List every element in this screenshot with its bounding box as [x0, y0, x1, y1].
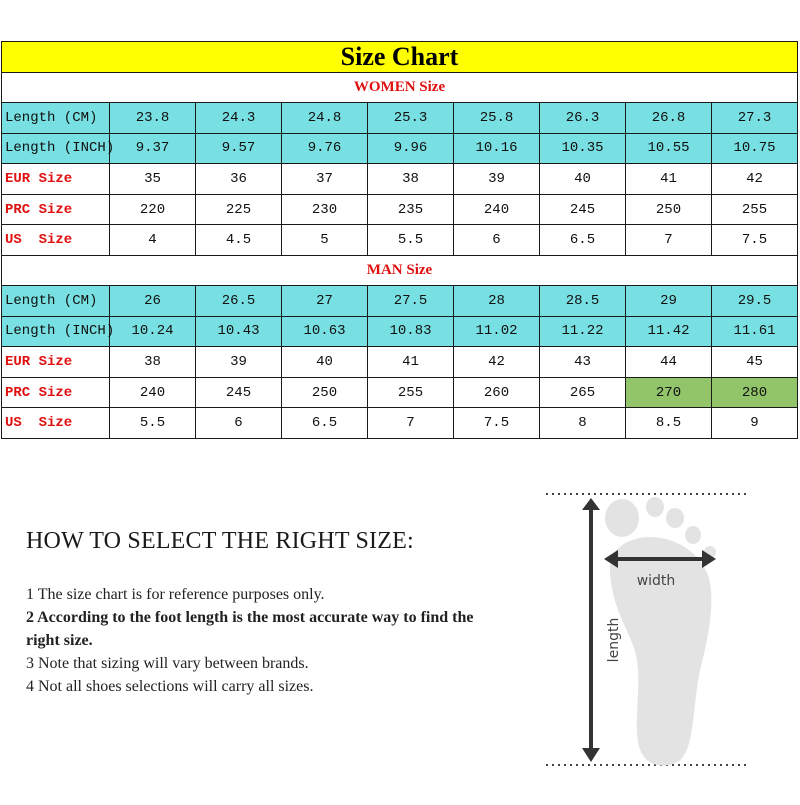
- foot-icon: [530, 480, 800, 800]
- cell: 11.42: [626, 316, 712, 347]
- foot-measure-diagram: [530, 480, 800, 800]
- cell: 240: [454, 194, 540, 225]
- title-row: [2, 42, 798, 73]
- length-label: length: [606, 617, 622, 663]
- cell: 7: [368, 408, 454, 439]
- cell: 37: [282, 164, 368, 195]
- cell: 225: [196, 194, 282, 225]
- man-length-cm-row: [2, 285, 798, 316]
- tip-4: 4 Not all shoes selections will carry all sizes.: [26, 678, 314, 695]
- cell: 10.16: [454, 133, 540, 164]
- cell: 6: [196, 408, 282, 439]
- women-prc-row: [2, 194, 798, 225]
- row-label: PRC Size: [2, 194, 110, 225]
- man-section-header: MAN Size: [2, 255, 798, 285]
- man-prc-row: [2, 377, 798, 408]
- cell: 25.8: [454, 103, 540, 134]
- cell: 39: [454, 164, 540, 195]
- cell: 29.5: [712, 285, 798, 316]
- cell: 10.83: [368, 316, 454, 347]
- cell: 27: [282, 285, 368, 316]
- highlighted-cell: 270: [626, 377, 712, 408]
- cell: 38: [368, 164, 454, 195]
- cell: 235: [368, 194, 454, 225]
- women-section-row: [2, 73, 798, 103]
- row-label: US Size: [2, 408, 110, 439]
- cell: 8: [540, 408, 626, 439]
- cell: 41: [626, 164, 712, 195]
- cell: 7: [626, 225, 712, 256]
- cell: 40: [540, 164, 626, 195]
- cell: 260: [454, 377, 540, 408]
- cell: 23.8: [110, 103, 196, 134]
- cell: 28.5: [540, 285, 626, 316]
- cell: 38: [110, 347, 196, 378]
- cell: 220: [110, 194, 196, 225]
- cell: 255: [712, 194, 798, 225]
- cell: 9.96: [368, 133, 454, 164]
- cell: 6.5: [282, 408, 368, 439]
- cell: 10.43: [196, 316, 282, 347]
- cell: 45: [712, 347, 798, 378]
- size-chart-table: [1, 41, 798, 439]
- row-label: Length (INCH): [2, 316, 110, 347]
- cell: 11.22: [540, 316, 626, 347]
- cell: 24.8: [282, 103, 368, 134]
- cell: 4.5: [196, 225, 282, 256]
- cell: 27.5: [368, 285, 454, 316]
- cell: 250: [626, 194, 712, 225]
- row-label: Length (CM): [2, 285, 110, 316]
- highlighted-cell: 280: [712, 377, 798, 408]
- cell: 6.5: [540, 225, 626, 256]
- cell: 5: [282, 225, 368, 256]
- cell: 11.02: [454, 316, 540, 347]
- cell: 44: [626, 347, 712, 378]
- cell: 240: [110, 377, 196, 408]
- row-label: Length (INCH): [2, 133, 110, 164]
- cell: 26: [110, 285, 196, 316]
- women-us-row: [2, 225, 798, 256]
- cell: 10.24: [110, 316, 196, 347]
- tip-2: 2 According to the foot length is the most accurate way to find the right size.: [26, 609, 474, 649]
- cell: 36: [196, 164, 282, 195]
- cell: 10.63: [282, 316, 368, 347]
- cell: 6: [454, 225, 540, 256]
- cell: 35: [110, 164, 196, 195]
- row-label: US Size: [2, 225, 110, 256]
- cell: 255: [368, 377, 454, 408]
- cell: 26.8: [626, 103, 712, 134]
- cell: 42: [712, 164, 798, 195]
- cell: 9.76: [282, 133, 368, 164]
- cell: 250: [282, 377, 368, 408]
- cell: 41: [368, 347, 454, 378]
- cell: 10.35: [540, 133, 626, 164]
- cell: 8.5: [626, 408, 712, 439]
- man-length-inch-row: [2, 316, 798, 347]
- cell: 26.5: [196, 285, 282, 316]
- cell: 27.3: [712, 103, 798, 134]
- cell: 43: [540, 347, 626, 378]
- chart-title: Size Chart: [2, 42, 798, 73]
- cell: 25.3: [368, 103, 454, 134]
- cell: 245: [540, 194, 626, 225]
- cell: 42: [454, 347, 540, 378]
- row-label: PRC Size: [2, 377, 110, 408]
- women-length-cm-row: [2, 103, 798, 134]
- cell: 9.37: [110, 133, 196, 164]
- row-label: EUR Size: [2, 347, 110, 378]
- cell: 7.5: [454, 408, 540, 439]
- cell: 245: [196, 377, 282, 408]
- guide-tips: [26, 583, 486, 698]
- row-label: Length (CM): [2, 103, 110, 134]
- women-length-inch-row: [2, 133, 798, 164]
- cell: 28: [454, 285, 540, 316]
- cell: 265: [540, 377, 626, 408]
- cell: 29: [626, 285, 712, 316]
- width-label: width: [636, 573, 676, 589]
- man-us-row: [2, 408, 798, 439]
- cell: 4: [110, 225, 196, 256]
- cell: 230: [282, 194, 368, 225]
- guide-heading: HOW TO SELECT THE RIGHT SIZE:: [26, 528, 414, 554]
- women-section-header: WOMEN Size: [2, 73, 798, 103]
- cell: 9.57: [196, 133, 282, 164]
- cell: 9: [712, 408, 798, 439]
- women-eur-row: [2, 164, 798, 195]
- cell: 26.3: [540, 103, 626, 134]
- cell: 40: [282, 347, 368, 378]
- cell: 24.3: [196, 103, 282, 134]
- cell: 5.5: [368, 225, 454, 256]
- cell: 10.55: [626, 133, 712, 164]
- cell: 11.61: [712, 316, 798, 347]
- cell: 39: [196, 347, 282, 378]
- cell: 10.75: [712, 133, 798, 164]
- man-eur-row: [2, 347, 798, 378]
- tip-1: 1 The size chart is for reference purposes only.: [26, 586, 325, 603]
- cell: 7.5: [712, 225, 798, 256]
- tip-3: 3 Note that sizing will vary between brands.: [26, 655, 309, 672]
- cell: 5.5: [110, 408, 196, 439]
- man-section-row: [2, 255, 798, 285]
- row-label: EUR Size: [2, 164, 110, 195]
